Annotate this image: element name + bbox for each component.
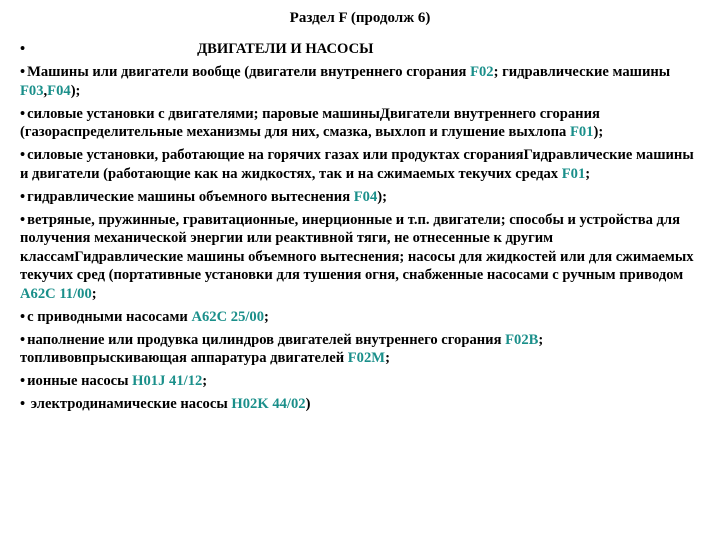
- list-item: [20, 146, 695, 183]
- classification-code: F02: [470, 64, 494, 80]
- text-segment: ДВИГАТЕЛИ И НАСОСЫ: [197, 41, 374, 57]
- slide-title: Раздел F (продолж 6): [289, 10, 431, 26]
- text-segment: ;: [585, 165, 591, 182]
- item-text: [20, 332, 543, 367]
- classification-code: F04: [353, 188, 378, 205]
- item-text: [20, 64, 670, 99]
- classification-code: F02B: [505, 331, 539, 348]
- item-text: [27, 373, 207, 389]
- bullet-list: [20, 40, 695, 418]
- list-item: [20, 63, 695, 100]
- classification-code: A62C 25/00: [191, 308, 265, 325]
- bullet-icon: •: [20, 147, 26, 163]
- bullet-icon: •: [20, 64, 26, 80]
- text-segment: ;: [202, 373, 208, 389]
- classification-code: H02K 44/02: [231, 396, 306, 412]
- item-text: [20, 106, 603, 141]
- text-segment: гидравлические машины объемного вытеснения: [27, 188, 354, 205]
- text-segment: ветряные, пружинные, гравитационные, инерционные и т.п. двигатели; способы и устройства для получения механической энергии или реактивной тяги, не отнесенные к другим классамГидравлические машины объемного вытеснения; насосы для жидкостей или для сжимаемых текучих сред (портативные установки для тушения огня, снабженные насосами с ручным приводом: [20, 211, 694, 283]
- bullet-icon: •: [20, 331, 26, 348]
- text-segment: ;: [385, 350, 390, 366]
- bullet-icon: •: [20, 188, 26, 205]
- text-segment: силовые установки с двигателями; паровые машиныДвигатели внутреннего сгорания (газораспределительные механизмы для них, смазка, выхлоп и глушение выхлопа: [20, 105, 600, 140]
- classification-code: F04: [47, 82, 71, 99]
- bullet-icon: •: [20, 373, 26, 389]
- text-segment: наполнение или продувка цилиндров двигателей внутреннего сгорания: [27, 331, 506, 348]
- text-segment: ионные насосы: [27, 373, 133, 389]
- classification-code: A62C 11/00: [20, 285, 92, 302]
- list-item: [20, 308, 695, 327]
- item-text: [27, 189, 387, 205]
- bullet-icon: •: [20, 396, 26, 412]
- bullet-icon: •: [20, 105, 26, 122]
- list-item: [20, 188, 695, 207]
- item-text: [27, 309, 269, 325]
- classification-code: F03: [20, 82, 44, 99]
- section-heading: [197, 41, 373, 57]
- list-item: [20, 395, 695, 414]
- list-item: [20, 211, 695, 304]
- text-segment: Машины или двигатели вообще (двигатели внутреннего сгорания: [27, 64, 471, 80]
- classification-code: F01: [569, 124, 594, 140]
- text-segment: силовые установки, работающие на горячих газах или продуктах сгоранияГидравлические машины и двигатели (работающие как на жидкостях, так и на сжимаемых текучих средах: [20, 147, 694, 182]
- item-text: [20, 147, 694, 182]
- text-segment: ; топливовпрыскивающая аппаратура двигателей: [20, 331, 544, 366]
- list-item: [20, 105, 695, 142]
- text-segment: ;: [264, 308, 269, 325]
- classification-code: F02M: [347, 350, 386, 366]
- text-segment: );: [70, 82, 81, 99]
- classification-code: F01: [561, 165, 586, 182]
- text-segment: );: [593, 124, 604, 140]
- list-item: [20, 331, 695, 368]
- text-segment: ;: [91, 285, 97, 302]
- bullet-icon: •: [20, 211, 26, 228]
- list-item: [20, 372, 695, 391]
- classification-code: H01J 41/12: [132, 373, 203, 389]
- bullet-icon: •: [20, 308, 26, 325]
- text-segment: ; гидравлические машины: [493, 64, 671, 80]
- bullet-icon: •: [20, 41, 26, 57]
- item-text: [27, 396, 310, 412]
- text-segment: ): [305, 396, 311, 412]
- text-segment: ,: [43, 82, 48, 99]
- text-segment: с приводными насосами: [27, 308, 192, 325]
- list-heading-item: [20, 40, 695, 59]
- text-segment: электродинамические насосы: [27, 396, 232, 412]
- item-text: [20, 212, 694, 302]
- text-segment: );: [377, 188, 387, 205]
